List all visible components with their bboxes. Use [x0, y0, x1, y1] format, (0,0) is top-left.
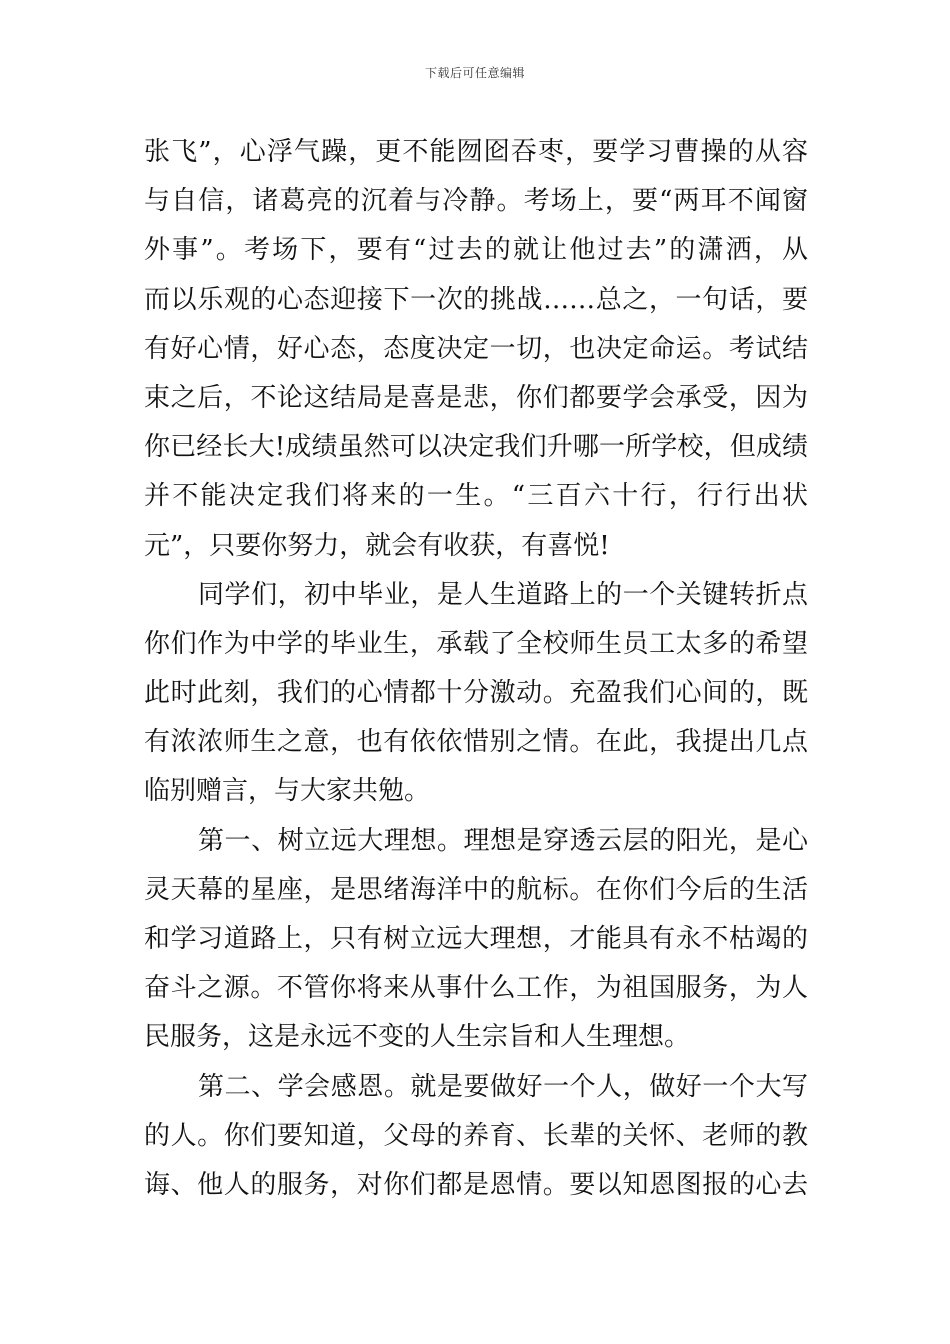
text-line: 奋斗之源。不管你将来从事什么工作，为祖国服务，为人: [144, 973, 808, 1004]
text-line: 外事”。考场下，要有“过去的就让他过去”的潇洒，从: [144, 235, 808, 266]
text-line: 并不能决定我们将来的一生。“三百六十行，行行出状: [144, 481, 808, 512]
text-line: 灵天幕的星座，是思绪海洋中的航标。在你们今后的生活: [144, 874, 808, 905]
text-line: 而以乐观的心态迎接下一次的挑战……总之，一句话，要: [144, 284, 808, 315]
text-line: 同学们，初中毕业，是人生道路上的一个关键转折点: [198, 579, 808, 610]
text-line: 元”，只要你努力，就会有收获，有喜悦!: [144, 530, 610, 561]
text-line: 的人。你们要知道，父母的养育、长辈的关怀、老师的教: [144, 1120, 808, 1151]
page-header: 下载后可任意编辑: [424, 66, 525, 80]
text-line: 与自信，诸葛亮的沉着与冷静。考场上，要“两耳不闻窗: [144, 186, 808, 217]
text-line: 民服务，这是永远不变的人生宗旨和人生理想。: [144, 1022, 691, 1053]
document-body: [144, 128, 808, 1210]
text-line: 有好心情，好心态，态度决定一切，也决定命运。考试结: [144, 333, 808, 364]
text-line: 你已经长大!成绩虽然可以决定我们升哪一所学校，但成绩: [144, 432, 808, 463]
text-line: 此时此刻，我们的心情都十分激动。充盈我们心间的，既: [144, 678, 808, 709]
text-line: 诲、他人的服务，对你们都是恩情。要以知恩图报的心去: [144, 1169, 808, 1200]
text-line: 第一、树立远大理想。理想是穿透云层的阳光，是心: [198, 825, 808, 856]
text-line: 第二、学会感恩。就是要做好一个人，做好一个大写: [198, 1071, 808, 1102]
text-line: 有浓浓师生之意，也有依依惜别之情。在此，我提出几点: [144, 727, 808, 758]
text-line: 临别赠言，与大家共勉。: [144, 776, 431, 807]
text-line: 你们作为中学的毕业生，承载了全校师生员工太多的希望: [144, 628, 808, 659]
text-line: 束之后，不论这结局是喜是悲，你们都要学会承受，因为: [144, 382, 808, 413]
text-line: 和学习道路上，只有树立远大理想，才能具有永不枯竭的: [144, 924, 808, 954]
text-line: 张飞”，心浮气躁，更不能囫囵吞枣，要学习曹操的从容: [144, 137, 808, 167]
